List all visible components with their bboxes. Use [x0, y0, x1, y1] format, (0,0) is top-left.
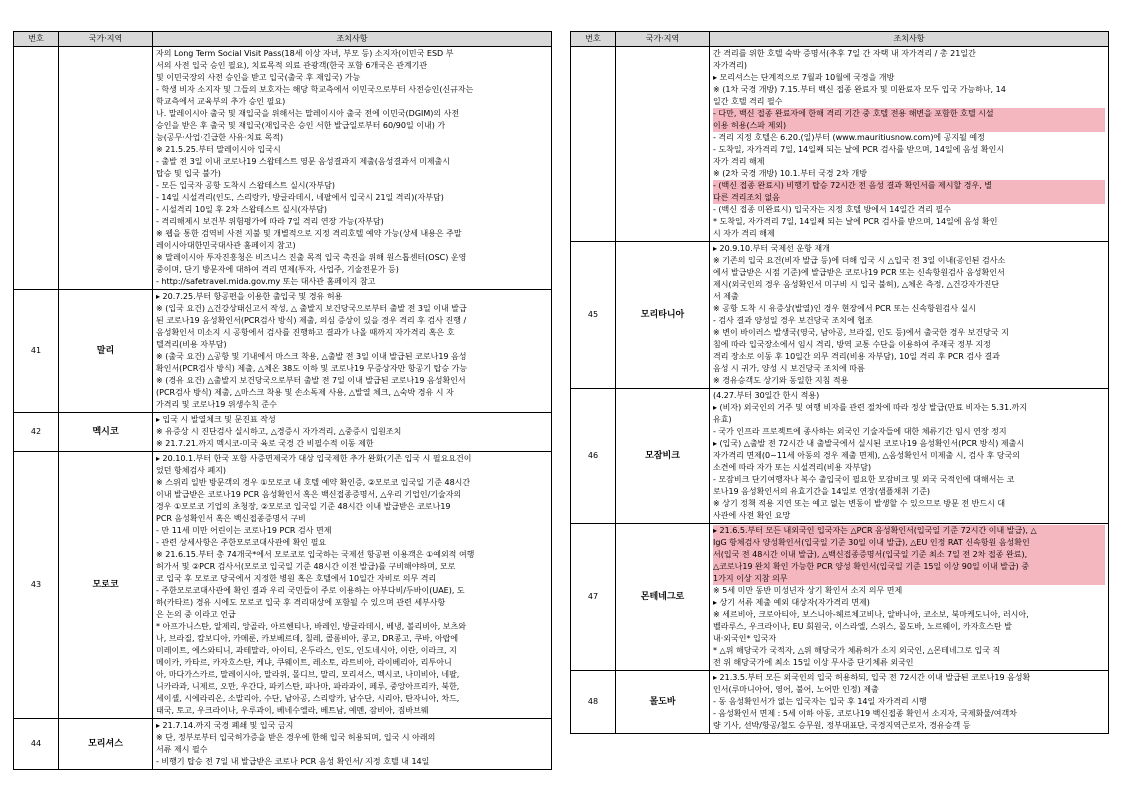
measure-line: ※ (2차 국경 개방) 10.1.부터 국경 2차 개방 [713, 169, 868, 178]
measure-line: - (백신 접종 미완료시) 입국자는 지정 호텔 방에서 14일간 격리 필수 [713, 205, 951, 214]
measure-line: - 모든 입국자 공항 도착시 스왑테스트 실시(자부담) [156, 181, 335, 190]
table-row [571, 242, 1109, 389]
measure-line: ※ 21.7.21.까지 멕시코-미국 육로 국경 간 비필수적 이동 제한 [156, 439, 374, 448]
measures-cell [710, 524, 1109, 671]
measure-line: 자가격리 면제(0~11세 아동의 경우 제출 면제), △음성확인서 미제출 시, 검사 후 당국의 [713, 451, 1020, 460]
measure-line: - 14일 시설격리(인도, 스리랑카, 방글라데시, 네팔에서 입국시 21일 격리)(자부담) [156, 193, 444, 202]
row-number: 46 [571, 389, 616, 524]
measures-cell [153, 719, 552, 770]
measure-line: (PCR검사 방식) 제출, △마스크 착용 및 손소독제 사용, △발열 체크, △숙박 경유 시 자 [156, 388, 454, 397]
measure-line: ▸ 모리셔스는 단계적으로 7월과 10월에 국경을 개방 [713, 73, 895, 82]
measure-line: * 도착일, 자가격리 7일, 14일째 되는 날에 PCR 검사를 받으며, 14일에 음성 확인 [713, 217, 998, 226]
measure-line: 량 기사, 선박/항공/철도 승무원, 정부대표단, 국경지역근로자, 경유승객 등 [713, 721, 971, 730]
measures-cell [710, 242, 1109, 389]
measure-line: 승인을 받은 후 출국 및 재입국(재입국은 승인 서한 발급일로부터 60/90일 이내) 가 [156, 121, 446, 130]
table-row [14, 452, 552, 719]
measure-line: ▸ 21.3.5.부터 모든 외국인의 입국 허용하되, 입국 전 72시간 이내 발급된 코로나19 음성확 [713, 673, 1031, 682]
measure-line: - 음성확인서 면제 : 5세 이하 아동, 코로나19 백신접종 확인서 소지자, 국제화물/여객차 [713, 709, 1017, 718]
left-measures-table [13, 31, 552, 770]
measure-line: - 검사 결과 양성일 경우 보건당국 조치에 협조 [713, 316, 873, 325]
table-row [571, 47, 1109, 242]
measures-cell [710, 671, 1109, 734]
measure-line: ※ 스위리 일반 방문객의 경우 ①모로코 내 호텔 예약 확인증, ②모로코 입국일 기준 48시간 [156, 478, 471, 487]
measure-line: 1가지 이상 지참 의무 [713, 573, 1105, 585]
measure-line: 확인서(PCR검사 방식) 제출, △체온 38도 이하 및 코로나19 무증상자만 항공기 탑승 가능 [156, 364, 468, 373]
measure-line: ▸ 20.7.25.부터 항공편을 이용한 출입국 및 경유 허용 [156, 292, 343, 301]
measure-line: 태국, 토고, 우크라이나, 우루과이, 베네수엘라, 베트남, 예멘, 잠비아, 짐바브웨 [156, 706, 429, 715]
measure-line: 로나19 음성확인서의 유효기간을 14일로 연장(샘플채취 기준) [713, 487, 931, 496]
measure-line: 아, 마다가스카르, 말레이시아, 말라위, 몰디브, 말리, 모리셔스, 멕시코, 나미비아, 네팔, [156, 670, 460, 679]
right-table-body [571, 47, 1109, 734]
measure-line: ※ 공항 도착 시 유증상(발열)인 경우 현장에서 PCR 또는 신속항원검사 실시 [713, 304, 976, 313]
measure-line: 침에 따라 입국장소에서 임시 격리, 방역 교통 수단을 이용하여 주재국 정부 지정 [713, 340, 991, 349]
country-name: 모잠비크 [616, 389, 710, 524]
table-row [14, 719, 552, 770]
table-row [14, 290, 552, 413]
measure-line: 자가격리) [713, 61, 748, 70]
country-name: 몬테네그로 [616, 524, 710, 671]
measures-cell [153, 452, 552, 719]
header-no: 번호 [14, 32, 59, 47]
measure-line: ※ 상기 정책 적용 지연 또는 예고 없는 변동이 발생할 수 있으므로 방문 전 반드시 대 [713, 499, 1006, 508]
measure-line: 인서(루마니아어, 영어, 불어, 노어만 인정) 제출 [713, 685, 879, 694]
measure-line: 소견에 따라 자가 또는 시설격리(비용 자부담) [713, 463, 872, 472]
measure-line: ※ (1차 국경 개방) 7.15.부터 백신 접종 완료자 및 미완료자 모두 입국 가능하나, 14 [713, 85, 1006, 94]
measure-line: ※ 경유승객도 상기와 동일한 지침 적용 [713, 376, 849, 385]
measure-line: ▸ 21.6.5.부터 모든 내외국인 입국자는 △PCR 음성확인서(입국일 기준 72시간 이내 발급), △ [713, 525, 1105, 537]
measure-line: 나. 말레이시아 출국 및 재입국을 위해서는 말레이시아 출국 전에 이민국(DGIM)의 사전 [156, 109, 460, 118]
measures-cell [153, 290, 552, 413]
row-number: 45 [571, 242, 616, 389]
table-header-row [571, 32, 1109, 47]
measure-line: 이내 발급받은 코로나19 PCR 음성확인서 혹은 백신접종증명서, △우리 기업인/기술자의 [156, 490, 462, 499]
row-number: 44 [14, 719, 59, 770]
measure-line: ※ 21.6.15.부터 총 74개국*에서 모로코로 입국하는 국제선 항공편 이용객은 ①예외적 여행 [156, 550, 475, 559]
measure-line: 내·외국인* 입국자 [713, 634, 777, 643]
measure-line: 서의 사전 입국 승인 필요), 치료목적 의료 관광객(한국 포함 6개국은 관계기관 [156, 61, 428, 70]
measure-line: ※ (경유 요건) △출발지 보건당국으로부터 출발 전 7일 이내 발급된 코로나19 음성확인서 [156, 376, 466, 385]
measure-line: 전 위 해당국가에 최소 15일 이상 무사증 단기체류 외국인 [713, 658, 914, 667]
measure-line: 다른 격리조치 없음 [713, 192, 1105, 204]
row-number: 48 [571, 671, 616, 734]
header-measures: 조치사항 [153, 32, 552, 47]
measure-line: - 주한모로코대사관에 확인 결과 우리 국민들이 주로 이용하는 아부다비/두바이(UAE), 도 [156, 586, 465, 595]
country-name: 말리 [59, 290, 153, 413]
measure-line: - 격리해제시 보건부 위험평가에 따라 7일 격리 연장 가능(자부담) [156, 217, 384, 226]
country-name: 몰도바 [616, 671, 710, 734]
measure-line: 이용 허용(스파 제외) [713, 120, 1105, 132]
measure-line: IgG 항체검사 양성확인서(입국일 기준 30일 이내 발급), △EU 인정 RAT 신속항원 음성확인 [713, 537, 1105, 549]
row-number: 43 [14, 452, 59, 719]
measure-line: ※ 말레이시아 투자진흥청은 비즈니스 진출 목적 입국 촉진을 위해 원스톱센터(OSC) 운영 [156, 253, 467, 262]
row-number: 41 [14, 290, 59, 413]
measure-line: - 관련 상세사항은 주한모로코대사관에 확인 필요 [156, 538, 327, 547]
measure-line: 나, 브라질, 캄보디아, 카메룬, 카보베르데, 칠레, 콜롬비아, 콩고, DR콩고, 쿠바, 아랍에 [156, 634, 459, 643]
row-number [14, 47, 59, 290]
measure-line: ※ 5세 미만 동반 미성년자 상기 확인서 소지 의무 면제 [713, 586, 903, 595]
measure-line: 하(카타르) 경유 시에도 모로코 입국 후 격리대상에 포함될 수 있으며 관련 세부사항 [156, 598, 446, 607]
measure-line: ※ 변이 바이러스 발생국(영국, 남아공, 브라질, 인도 등)에서 출국한 경우 보건당국 지 [713, 328, 1009, 337]
measures-cell [153, 413, 552, 452]
measure-line: 일간 호텔 격리 필수 [713, 97, 783, 106]
measure-line: 니카라과, 니제르, 오만, 우간다, 파키스탄, 파나마, 파라과이, 페루, 중앙아프리카, 북한, [156, 682, 460, 691]
measure-line: ※ 단, 정부로부터 입국허가증을 받은 경우에 한해 입국 허용되며, 입국 시 아래의 [156, 733, 436, 742]
measure-line: - 학생 비자 소지자 및 그들의 보호자는 해당 학교측에서 이민국으로부터 사전승인(신규자는 [156, 85, 474, 94]
measure-line: - 시설격리 10일 후 2차 스왑테스트 실시(자부담) [156, 205, 328, 214]
country-name: 모리타니아 [616, 242, 710, 389]
measure-line: - http://safetravel.mida.gov.my 또는 대사관 홈페이지 참고 [156, 277, 376, 286]
row-number [571, 47, 616, 242]
measure-line: * 아프가니스탄, 알제리, 앙골라, 아르헨티나, 바레인, 방글라데시, 베냉, 볼리비아, 보츠와 [156, 622, 466, 631]
measure-line: 사관에 사전 확인 요망 [713, 511, 791, 520]
measure-line: 허가서 및 ②PCR 검사서(모로코 입국일 기준 48시간 이전 발급)를 구비해야하며, 모로 [156, 562, 456, 571]
measure-line: 벨라루스, 우크라이나, EU 회원국, 이스라엘, 스위스, 몰도바, 노르웨이, 카자흐스탄 발 [713, 622, 1012, 631]
measure-line: 학교측에서 교육부의 추가 승인 필요) [156, 97, 286, 106]
measure-line: - 모잠비크 단기여행자나 복수 출입국이 필요한 모잠비크 및 외국 국적인에 대해서는 코 [713, 475, 1015, 484]
country-name: 멕시코 [59, 413, 153, 452]
measure-line: ▸ (입국) △출발 전 72시간 내 출발국에서 실시된 코로나19 음성확인서(PCR 방식) 제출시 [713, 439, 1025, 448]
measure-line: 에서 발급받은 시점 기준)에 발급받은 코로나19 PCR 또는 신속항원검사 음성확인서 [713, 268, 1005, 277]
measure-line: 코 입국 후 모로코 당국에서 지정한 병원 혹은 호텔에서 10일간 자비로 의무 격리 [156, 574, 437, 583]
table-row [14, 47, 552, 290]
measure-line: 경우 ①모로코 기업의 초청장, ②모로코 입국일 기준 48시간 이내 발급받은 코로나19 [156, 502, 451, 511]
measure-line: ▸ 20.9.10.부터 국제선 운항 재개 [713, 244, 830, 253]
measure-line: - 격리 지정 호텔은 6.20.(일)부터 (www.mauritiusnow.com)에 공지될 예정 [713, 133, 985, 142]
measures-cell [710, 47, 1109, 242]
row-number: 42 [14, 413, 59, 452]
left-table-body [14, 47, 552, 770]
table-row [14, 413, 552, 452]
measure-line: 텔격리(비용 자부담) [156, 340, 227, 349]
measure-line: ※ 세르비아, 크로아티아, 보스니아-헤르체고비나, 알바니아, 코소보, 북마케도니아, 러시아, [713, 610, 1029, 619]
measure-line: 서(입국 전 48시간 이내 발급), △백신접종증명서(입국일 기준 최소 7일 전 2차 접종 완료), [713, 549, 1105, 561]
measure-line: ※ 21.5.25.부터 말레이시아 입국시 [156, 145, 281, 154]
measure-line: ▸ (비자) 외국인의 거주 및 여행 비자를 관련 절차에 따라 정상 발급(만료 비자는 5.31.까지 [713, 403, 1028, 412]
header-measures: 조치사항 [710, 32, 1109, 47]
measure-line: PCR 음성확인서 혹은 백신접종증명서 구비 [156, 514, 306, 523]
measure-line: 레이시아대한민국대사관 홈페이지 참고) [156, 241, 296, 250]
measure-line: ※ 유증상 시 진단검사 실시하고, △경증시 자가격리, △중증시 입원조치 [156, 427, 402, 436]
measure-line: 세이셸, 시에라리온, 소말리아, 수단, 남아공, 스리랑카, 남수단, 시리아, 탄자니아, 차드, [156, 694, 460, 703]
measure-line: - 비행기 탑승 전 7일 내 발급받은 코로나 PCR 음성 확인서/ 지정 호텔 내 14일 [156, 757, 430, 766]
measure-line: 자가 격리 해제 [713, 157, 765, 166]
row-number: 47 [571, 524, 616, 671]
measure-line: 음성 시 귀가, 양성 시 보건당국 조치에 따름 [713, 364, 865, 373]
table-header-row [14, 32, 552, 47]
measure-line: ※ 기존의 입국 요건(비자 발급 등)에 더해 입국 시 △입국 전 3일 이내(공인된 검사소 [713, 256, 1006, 265]
country-name [616, 47, 710, 242]
measure-line: - 출발 전 3일 이내 코로나19 스왑테스트 영문 음성결과지 제출(음성결과서 미제출시 [156, 157, 450, 166]
measure-line: 능(공무·사업·긴급한 사유·치료 목적) [156, 133, 284, 142]
right-measures-table [570, 31, 1109, 734]
measure-line: ▸ 입국 시 발열체크 및 문진표 작성 [156, 415, 276, 424]
measure-line: 자의 Long Term Social Visit Pass(18세 이상 자녀, 부모 등) 소지자(이민국 ESD 부 [156, 49, 454, 58]
measure-line: 메이카, 카타르, 카자흐스탄, 케냐, 쿠웨이트, 레소토, 라트비아, 라이베리아, 리투아니 [156, 658, 452, 667]
header-no: 번호 [571, 32, 616, 47]
measure-line: 중이며, 단기 방문자에 대하여 격리 면제(투자, 사업주, 기술전문가 등) [156, 265, 399, 274]
measure-line: 미레이트, 에스와티니, 과테말라, 아이티, 온두라스, 인도, 인도네시아, 이란, 이라크, 지 [156, 646, 457, 655]
measure-line: 었던 항체검사 폐지) [156, 466, 227, 475]
measure-line: 서 제출 [713, 292, 739, 301]
measure-line: 은 논의 중 이라고 언급 [156, 610, 236, 619]
measure-line: 가격리 및 코로나19 위생수칙 준수 [156, 400, 277, 409]
measure-line: * △위 해당국가 국적자, △위 해당국가 체류허가 소지 외국인, △몬테네그로 입국 직 [713, 646, 1001, 655]
measure-line: 음성확인서 미소지 시 공항에서 검사를 진행하고 결과가 나올 때까지 자가격리 혹은 호 [156, 328, 455, 337]
country-name: 모로코 [59, 452, 153, 719]
measure-line: - 다만, 백신 접종 완료자에 한해 격리 기간 중 호텔 전용 해변을 포함한 호텔 시설 [713, 108, 1105, 120]
measure-line: ※ (출국 요건) △공항 및 기내에서 마스크 착용, △출발 전 3일 이내 발급된 코로나19 음성 [156, 352, 467, 361]
measure-line: - (백신 접종 완료시) 비행기 탑승 72시간 전 음성 결과 확인서를 제시할 경우, 별 [713, 180, 1105, 192]
measure-line: - 동 음성확인서가 없는 입국자는 입국 후 14일 자가격리 시행 [713, 697, 927, 706]
measure-line: 및 이민국장의 사전 승인을 받고 입국(출국 후 재입국) 가능 [156, 73, 361, 82]
measure-line: ※ (입국 요건) △건강상태신고서 작성, △ 출발지 보건당국으로부터 출발 전 3일 이내 발급 [156, 304, 467, 313]
measure-line: - 만 11세 미만 어린이는 코로나19 PCR 검사 면제 [156, 526, 332, 535]
measure-line: 서류 제시 필수 [156, 745, 208, 754]
country-name: 모리셔스 [59, 719, 153, 770]
measure-line: - 국가 인프라 프로젝트에 종사하는 외국인 기술자들에 대한 체류기간 임시 연장 정지 [713, 427, 1007, 436]
measure-line: - 도착일, 자가격리 7일, 14일째 되는 날에 PCR 검사를 받으며, 14일에 음성 확인시 [713, 145, 1005, 154]
measures-cell [153, 47, 552, 290]
measure-line: (4.27.부터 30일간 한시 적용) [713, 391, 820, 400]
measure-line: ▸ 21.7.14.까지 국경 폐쇄 및 입국 금지 [156, 721, 294, 730]
measure-line: ▸ 20.10.1.부터 한국 포함 사증면제국가 대상 입국제한 추가 완화(기존 입국 시 필요요건이 [156, 454, 472, 463]
measure-line: 시 자가 격리 해제 [713, 229, 775, 238]
measure-line: ▸ 상기 서류 제출 예외 대상자(자가격리 면제) [713, 598, 870, 607]
measure-line: 유효) [713, 415, 732, 424]
measures-cell [710, 389, 1109, 524]
header-country: 국가·지역 [59, 32, 153, 47]
measure-line: 간 격리를 위한 호텔 숙박 증명서(추후 7일 간 자택 내 자가격리 / 총 21일간 [713, 49, 976, 58]
measure-line: ※ 웹을 통한 검역비 사전 지불 및 개별적으로 지정 격리호텔 예약 가능(상세 내용은 주말 [156, 229, 462, 238]
measure-line: 탑승 및 입국 불가) [156, 169, 221, 178]
measure-line: 격리 장소로 이동 후 10일간 의무 격리(비용 자부담), 10일 격리 후 PCR 검사 결과 [713, 352, 1000, 361]
measure-line: 된 코로나19 음성확인서(PCR검사 방식) 제출, 의심 증상이 있을 경우 격리 후 검사 진행 / [156, 316, 467, 325]
header-country: 국가·지역 [616, 32, 710, 47]
measure-line: △코로나19 완치 확인 가능한 PCR 양성 확인서(입국일 기준 15일 이상 90일 이내 발급) 중 [713, 561, 1105, 573]
table-row [571, 524, 1109, 671]
table-row [571, 389, 1109, 524]
measure-line: 제시(외국인의 경우 음성확인서 미구비 시 입국 불허), △체온 측정, △건강자가진단 [713, 280, 1000, 289]
table-row [571, 671, 1109, 734]
country-name [59, 47, 153, 290]
